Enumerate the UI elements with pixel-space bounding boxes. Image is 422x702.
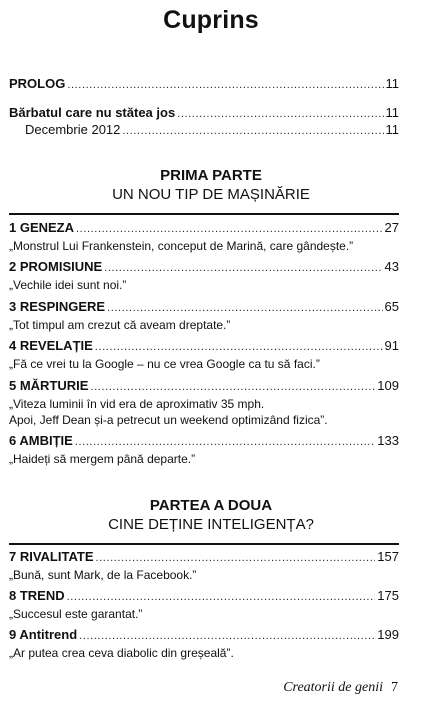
toc-entry-chapter-7[interactable] [9, 548, 399, 583]
entry-description: „Monstrul Lui Frankenstein, conceput de Marină, care gândește.” [9, 239, 354, 253]
entry-label: 8 TREND [9, 588, 65, 603]
toc-entry-prolog[interactable] [9, 75, 399, 94]
entry-label: 3 RESPINGERE [9, 299, 106, 314]
page-number: 43 [384, 259, 399, 274]
entry-description: „Bună, sunt Mark, de la Facebook.” [9, 568, 197, 582]
page-number: 11 [385, 122, 399, 137]
footer-page-number: 7 [391, 680, 398, 695]
page-number: 109 [377, 378, 399, 393]
page-number: 133 [377, 433, 399, 448]
dot-leader [67, 589, 376, 606]
entry-label: 2 PROMISIUNE [9, 259, 103, 274]
toc-entry-chapter-1[interactable] [9, 219, 399, 254]
toc-entry-decembrie[interactable] [9, 121, 399, 140]
page-number: 175 [377, 588, 399, 603]
entry-label: Bărbatul care nu stătea jos [9, 105, 176, 120]
entry-label: 9 Antitrend [9, 627, 78, 642]
entry-label: 1 GENEZA [9, 220, 75, 235]
page-footer [283, 680, 398, 696]
part2-title: PARTEA A DOUA [149, 497, 273, 514]
page-number: 199 [377, 627, 399, 642]
entry-description: „Haideți să mergem până departe.” [9, 452, 196, 466]
dot-leader [95, 339, 383, 356]
entry-label: 4 REVELAȚIE [9, 338, 93, 353]
page-number: 91 [384, 338, 399, 353]
entry-label: Decembrie 2012 [25, 122, 121, 137]
toc-entry-chapter-6[interactable] [9, 432, 399, 467]
entry-label: PROLOG [9, 76, 66, 91]
dot-leader [104, 260, 382, 277]
entry-description: „Ar putea crea ceva diabolic din greșeală”. [9, 646, 234, 660]
entry-label: 7 RIVALITATE [9, 549, 94, 564]
dot-leader [67, 77, 383, 94]
page-number: 65 [384, 299, 399, 314]
entry-description: „Vechile idei sunt noi.” [9, 278, 127, 292]
dot-leader [90, 379, 375, 396]
toc-entry-chapter-4[interactable] [9, 337, 399, 372]
entry-description: „Viteza luminii în vid era de aproximativ 35 mph. [9, 397, 265, 411]
page-number: 27 [384, 220, 399, 235]
book-title: Creatorii de genii [283, 680, 383, 695]
toc-entry-chapter-2[interactable] [9, 258, 399, 293]
part2-subtitle: CINE DEȚINE INTELIGENȚA? [108, 516, 314, 533]
section-divider [9, 543, 399, 545]
dot-leader [107, 300, 382, 317]
entry-label: 5 MĂRTURIE [9, 378, 89, 393]
entry-description: Apoi, Jeff Dean și-a petrecut un weekend optimizând fizica”. [9, 413, 328, 427]
dot-leader [122, 123, 383, 140]
toc-entry-chapter-8[interactable] [9, 587, 399, 622]
dot-leader [75, 434, 375, 451]
dot-leader [96, 550, 376, 567]
page-number: 157 [377, 549, 399, 564]
dot-leader [76, 221, 383, 238]
entry-description: „Tot timpul am crezut că aveam dreptate.” [9, 318, 231, 332]
toc-entry-chapter-9[interactable] [9, 626, 399, 661]
toc-entry-chapter-5[interactable] [9, 377, 399, 428]
entry-label: 6 AMBIȚIE [9, 433, 73, 448]
part1-subtitle: UN NOU TIP DE MAȘINĂRIE [112, 186, 310, 203]
toc-entry-chapter-3[interactable] [9, 298, 399, 333]
entry-description: „Fă ce vrei tu la Google – nu ce vrea Google ca tu să faci.” [9, 357, 320, 371]
part1-title: PRIMA PARTE [160, 167, 262, 184]
page-title: Cuprins [163, 6, 259, 34]
dot-leader [79, 628, 375, 645]
page-number: 11 [385, 105, 399, 120]
section-divider [9, 213, 399, 215]
entry-description: „Succesul este garantat.” [9, 607, 143, 621]
page-number: 11 [385, 76, 399, 91]
